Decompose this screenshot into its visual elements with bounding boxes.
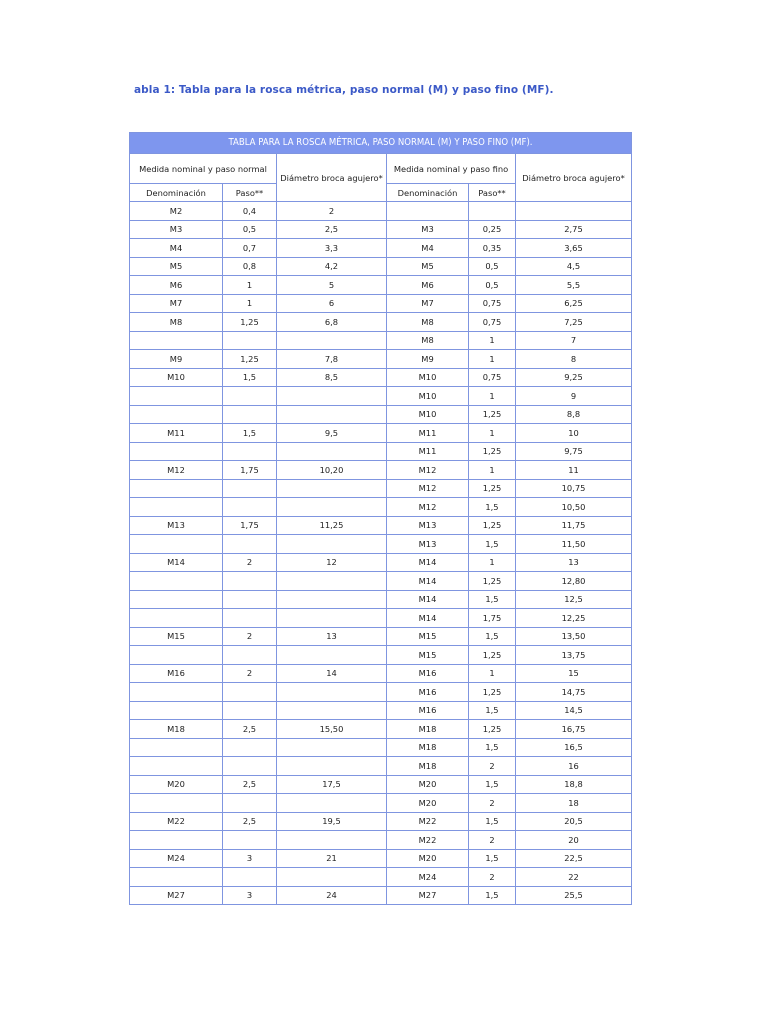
cell-denominacion-normal	[130, 646, 223, 665]
cell-broca-fine: 10,75	[516, 479, 632, 498]
cell-paso-normal: 1,5	[223, 368, 277, 387]
cell-paso-fine: 0,5	[469, 276, 516, 295]
cell-broca-fine: 12,25	[516, 609, 632, 628]
cell-denominacion-fine: M3	[387, 220, 469, 239]
cell-denominacion-normal	[130, 331, 223, 350]
cell-broca-normal: 17,5	[277, 775, 387, 794]
cell-denominacion-normal: M14	[130, 553, 223, 572]
cell-broca-normal: 19,5	[277, 812, 387, 831]
header-paso-normal: Paso**	[223, 184, 277, 202]
cell-broca-normal: 14	[277, 664, 387, 683]
table-row	[130, 664, 632, 683]
cell-denominacion-normal	[130, 405, 223, 424]
cell-broca-fine: 14,75	[516, 683, 632, 702]
cell-denominacion-fine: M5	[387, 257, 469, 276]
cell-denominacion-fine: M7	[387, 294, 469, 313]
table-row	[130, 572, 632, 591]
cell-paso-normal: 1,25	[223, 313, 277, 332]
cell-broca-normal: 2	[277, 202, 387, 221]
cell-paso-fine: 1,25	[469, 572, 516, 591]
cell-broca-fine: 6,25	[516, 294, 632, 313]
cell-denominacion-fine: M18	[387, 720, 469, 739]
cell-paso-fine: 1,75	[469, 609, 516, 628]
cell-paso-fine: 1,25	[469, 516, 516, 535]
cell-paso-fine: 0,25	[469, 220, 516, 239]
table-row	[130, 757, 632, 776]
cell-denominacion-normal: M7	[130, 294, 223, 313]
cell-paso-fine: 1	[469, 424, 516, 443]
table-row	[130, 646, 632, 665]
cell-denominacion-normal	[130, 794, 223, 813]
cell-broca-normal: 24	[277, 886, 387, 905]
cell-denominacion-normal: M4	[130, 239, 223, 258]
cell-broca-fine: 8	[516, 350, 632, 369]
table-row	[130, 609, 632, 628]
cell-denominacion-normal: M13	[130, 516, 223, 535]
cell-denominacion-fine: M12	[387, 479, 469, 498]
cell-denominacion-fine: M14	[387, 590, 469, 609]
header-denominacion-fine: Denominación	[387, 184, 469, 202]
cell-denominacion-normal	[130, 442, 223, 461]
cell-broca-fine	[516, 202, 632, 221]
cell-broca-normal	[277, 331, 387, 350]
cell-denominacion-normal: M12	[130, 461, 223, 480]
cell-broca-normal: 7,8	[277, 350, 387, 369]
cell-broca-normal	[277, 590, 387, 609]
cell-denominacion-fine: M13	[387, 516, 469, 535]
cell-denominacion-normal: M3	[130, 220, 223, 239]
cell-broca-normal	[277, 738, 387, 757]
table-row	[130, 812, 632, 831]
cell-paso-normal	[223, 405, 277, 424]
cell-broca-normal: 11,25	[277, 516, 387, 535]
cell-broca-fine: 9	[516, 387, 632, 406]
cell-denominacion-fine: M6	[387, 276, 469, 295]
cell-broca-fine: 13,75	[516, 646, 632, 665]
cell-paso-normal: 2	[223, 664, 277, 683]
table-row	[130, 294, 632, 313]
cell-broca-normal	[277, 609, 387, 628]
cell-denominacion-normal	[130, 479, 223, 498]
cell-paso-normal	[223, 572, 277, 591]
cell-denominacion-normal	[130, 609, 223, 628]
cell-paso-fine: 1,25	[469, 405, 516, 424]
cell-denominacion-normal: M10	[130, 368, 223, 387]
cell-denominacion-normal: M2	[130, 202, 223, 221]
cell-paso-fine: 1,25	[469, 646, 516, 665]
cell-denominacion-normal	[130, 590, 223, 609]
cell-paso-normal: 1	[223, 276, 277, 295]
cell-denominacion-fine: M4	[387, 239, 469, 258]
cell-broca-fine: 12,5	[516, 590, 632, 609]
cell-denominacion-normal: M18	[130, 720, 223, 739]
cell-denominacion-normal	[130, 387, 223, 406]
table-row	[130, 627, 632, 646]
cell-paso-fine: 0,75	[469, 368, 516, 387]
cell-paso-fine: 1	[469, 553, 516, 572]
cell-denominacion-fine: M10	[387, 387, 469, 406]
cell-denominacion-fine	[387, 202, 469, 221]
cell-paso-fine: 2	[469, 868, 516, 887]
table-row	[130, 220, 632, 239]
cell-paso-fine: 2	[469, 757, 516, 776]
cell-broca-normal: 2,5	[277, 220, 387, 239]
table-row	[130, 683, 632, 702]
cell-denominacion-fine: M15	[387, 646, 469, 665]
cell-paso-fine: 1,25	[469, 479, 516, 498]
cell-denominacion-normal: M5	[130, 257, 223, 276]
cell-paso-normal	[223, 331, 277, 350]
cell-denominacion-normal: M27	[130, 886, 223, 905]
cell-denominacion-fine: M9	[387, 350, 469, 369]
cell-broca-normal: 9,5	[277, 424, 387, 443]
cell-broca-fine: 7,25	[516, 313, 632, 332]
cell-denominacion-fine: M14	[387, 609, 469, 628]
cell-denominacion-fine: M22	[387, 812, 469, 831]
cell-denominacion-fine: M12	[387, 498, 469, 517]
cell-paso-fine: 1,5	[469, 535, 516, 554]
cell-denominacion-normal: M20	[130, 775, 223, 794]
table-caption: abla 1: Tabla para la rosca métrica, paso normal (M) y paso fino (MF).	[134, 84, 554, 96]
cell-broca-normal: 21	[277, 849, 387, 868]
cell-paso-fine: 2	[469, 794, 516, 813]
cell-paso-normal: 0,7	[223, 239, 277, 258]
cell-denominacion-normal: M8	[130, 313, 223, 332]
cell-paso-normal	[223, 479, 277, 498]
cell-denominacion-fine: M8	[387, 331, 469, 350]
cell-denominacion-fine: M18	[387, 757, 469, 776]
cell-broca-fine: 9,75	[516, 442, 632, 461]
cell-broca-fine: 4,5	[516, 257, 632, 276]
cell-broca-fine: 18,8	[516, 775, 632, 794]
cell-denominacion-fine: M10	[387, 405, 469, 424]
cell-paso-normal	[223, 498, 277, 517]
cell-paso-fine: 0,5	[469, 257, 516, 276]
table-row	[130, 313, 632, 332]
cell-denominacion-normal: M22	[130, 812, 223, 831]
cell-paso-normal	[223, 738, 277, 757]
cell-broca-normal	[277, 535, 387, 554]
cell-denominacion-fine: M11	[387, 442, 469, 461]
cell-paso-fine: 1,5	[469, 701, 516, 720]
cell-broca-normal	[277, 701, 387, 720]
cell-paso-fine: 1	[469, 331, 516, 350]
cell-paso-normal	[223, 590, 277, 609]
cell-broca-fine: 14,5	[516, 701, 632, 720]
cell-broca-fine: 22	[516, 868, 632, 887]
cell-broca-fine: 3,65	[516, 239, 632, 258]
cell-paso-normal: 2	[223, 553, 277, 572]
cell-denominacion-fine: M8	[387, 313, 469, 332]
cell-broca-fine: 5,5	[516, 276, 632, 295]
cell-denominacion-fine: M10	[387, 368, 469, 387]
cell-broca-fine: 15	[516, 664, 632, 683]
cell-broca-normal	[277, 646, 387, 665]
cell-broca-normal	[277, 794, 387, 813]
cell-denominacion-fine: M13	[387, 535, 469, 554]
table-body	[130, 202, 632, 905]
table-row	[130, 720, 632, 739]
cell-paso-normal: 2	[223, 627, 277, 646]
cell-broca-normal	[277, 757, 387, 776]
cell-paso-normal: 1,25	[223, 350, 277, 369]
header-normal-drill: Diámetro broca agujero*	[277, 154, 387, 202]
cell-broca-normal: 12	[277, 553, 387, 572]
cell-paso-fine: 2	[469, 831, 516, 850]
cell-paso-normal	[223, 757, 277, 776]
cell-denominacion-fine: M14	[387, 572, 469, 591]
cell-paso-normal: 1,5	[223, 424, 277, 443]
cell-broca-normal	[277, 868, 387, 887]
cell-paso-normal	[223, 609, 277, 628]
table-row	[130, 257, 632, 276]
cell-broca-fine: 10,50	[516, 498, 632, 517]
cell-paso-normal: 0,4	[223, 202, 277, 221]
cell-denominacion-fine: M16	[387, 683, 469, 702]
cell-broca-fine: 12,80	[516, 572, 632, 591]
table-row	[130, 535, 632, 554]
table-row	[130, 202, 632, 221]
cell-broca-normal: 3,3	[277, 239, 387, 258]
cell-broca-fine: 22,5	[516, 849, 632, 868]
cell-paso-fine: 1,5	[469, 886, 516, 905]
cell-broca-fine: 8,8	[516, 405, 632, 424]
cell-denominacion-fine: M12	[387, 461, 469, 480]
cell-paso-fine: 1,5	[469, 590, 516, 609]
cell-paso-fine	[469, 202, 516, 221]
table-row	[130, 553, 632, 572]
table-row	[130, 498, 632, 517]
cell-denominacion-fine: M22	[387, 831, 469, 850]
cell-broca-fine: 16,75	[516, 720, 632, 739]
table-row	[130, 738, 632, 757]
cell-broca-fine: 20,5	[516, 812, 632, 831]
cell-paso-normal: 1	[223, 294, 277, 313]
cell-denominacion-normal: M11	[130, 424, 223, 443]
cell-paso-normal: 0,5	[223, 220, 277, 239]
cell-denominacion-normal: M16	[130, 664, 223, 683]
cell-paso-normal: 0,8	[223, 257, 277, 276]
cell-paso-normal	[223, 442, 277, 461]
cell-paso-fine: 1,25	[469, 720, 516, 739]
cell-broca-fine: 16	[516, 757, 632, 776]
table-row	[130, 368, 632, 387]
cell-broca-normal	[277, 387, 387, 406]
cell-broca-normal: 10,20	[277, 461, 387, 480]
cell-broca-normal: 4,2	[277, 257, 387, 276]
cell-broca-normal: 8,5	[277, 368, 387, 387]
header-normal-group: Medida nominal y paso normal	[130, 154, 277, 184]
cell-paso-normal: 2,5	[223, 812, 277, 831]
cell-paso-fine: 1,25	[469, 683, 516, 702]
cell-denominacion-normal	[130, 535, 223, 554]
cell-paso-normal	[223, 868, 277, 887]
cell-broca-fine: 25,5	[516, 886, 632, 905]
table-row	[130, 868, 632, 887]
cell-paso-normal	[223, 701, 277, 720]
cell-paso-normal	[223, 646, 277, 665]
cell-paso-fine: 1	[469, 664, 516, 683]
cell-denominacion-fine: M14	[387, 553, 469, 572]
cell-denominacion-fine: M20	[387, 775, 469, 794]
cell-denominacion-normal: M15	[130, 627, 223, 646]
cell-denominacion-normal	[130, 498, 223, 517]
cell-broca-normal	[277, 405, 387, 424]
cell-paso-fine: 1,25	[469, 442, 516, 461]
cell-denominacion-normal: M9	[130, 350, 223, 369]
cell-denominacion-fine: M27	[387, 886, 469, 905]
cell-denominacion-fine: M16	[387, 701, 469, 720]
header-paso-fine: Paso**	[469, 184, 516, 202]
cell-paso-fine: 1,5	[469, 812, 516, 831]
table-row	[130, 350, 632, 369]
header-fine-drill: Diámetro broca agujero*	[516, 154, 632, 202]
cell-broca-normal: 5	[277, 276, 387, 295]
cell-denominacion-normal	[130, 738, 223, 757]
cell-paso-fine: 1	[469, 387, 516, 406]
cell-broca-normal	[277, 831, 387, 850]
cell-denominacion-normal	[130, 868, 223, 887]
cell-broca-normal	[277, 498, 387, 517]
table-row	[130, 331, 632, 350]
cell-broca-fine: 10	[516, 424, 632, 443]
cell-paso-fine: 1,5	[469, 738, 516, 757]
table-row	[130, 849, 632, 868]
cell-denominacion-normal	[130, 572, 223, 591]
cell-broca-fine: 11,75	[516, 516, 632, 535]
cell-paso-normal	[223, 535, 277, 554]
cell-broca-normal	[277, 442, 387, 461]
cell-denominacion-fine: M24	[387, 868, 469, 887]
table-row	[130, 701, 632, 720]
table-row	[130, 479, 632, 498]
cell-paso-normal	[223, 387, 277, 406]
cell-broca-fine: 13,50	[516, 627, 632, 646]
table-row	[130, 794, 632, 813]
cell-broca-fine: 7	[516, 331, 632, 350]
cell-broca-normal	[277, 683, 387, 702]
table-row	[130, 461, 632, 480]
table-row	[130, 239, 632, 258]
cell-paso-fine: 0,75	[469, 294, 516, 313]
table-row	[130, 886, 632, 905]
cell-paso-normal: 2,5	[223, 775, 277, 794]
table-row	[130, 590, 632, 609]
cell-denominacion-normal	[130, 683, 223, 702]
cell-paso-normal: 1,75	[223, 461, 277, 480]
cell-paso-normal: 3	[223, 849, 277, 868]
header-denominacion-normal: Denominación	[130, 184, 223, 202]
cell-broca-fine: 11	[516, 461, 632, 480]
cell-paso-fine: 1	[469, 350, 516, 369]
cell-denominacion-fine: M20	[387, 849, 469, 868]
cell-paso-fine: 1,5	[469, 849, 516, 868]
cell-broca-normal: 6,8	[277, 313, 387, 332]
cell-paso-fine: 0,35	[469, 239, 516, 258]
table-row	[130, 387, 632, 406]
table-row	[130, 405, 632, 424]
table-row	[130, 276, 632, 295]
cell-paso-normal	[223, 683, 277, 702]
cell-paso-normal	[223, 794, 277, 813]
cell-paso-normal: 1,75	[223, 516, 277, 535]
table-row	[130, 775, 632, 794]
cell-broca-fine: 13	[516, 553, 632, 572]
cell-paso-fine: 0,75	[469, 313, 516, 332]
cell-broca-fine: 18	[516, 794, 632, 813]
cell-broca-fine: 16,5	[516, 738, 632, 757]
cell-paso-fine: 1	[469, 461, 516, 480]
cell-denominacion-fine: M16	[387, 664, 469, 683]
table-row	[130, 442, 632, 461]
cell-denominacion-normal: M24	[130, 849, 223, 868]
table-title: TABLA PARA LA ROSCA MÉTRICA, PASO NORMAL (M) Y PASO FINO (MF).	[130, 133, 632, 154]
cell-broca-normal: 15,50	[277, 720, 387, 739]
cell-broca-fine: 2,75	[516, 220, 632, 239]
cell-paso-fine: 1,5	[469, 627, 516, 646]
cell-broca-fine: 9,25	[516, 368, 632, 387]
cell-denominacion-fine: M11	[387, 424, 469, 443]
cell-broca-normal: 6	[277, 294, 387, 313]
table-row	[130, 424, 632, 443]
cell-denominacion-normal	[130, 701, 223, 720]
cell-broca-normal: 13	[277, 627, 387, 646]
cell-broca-fine: 11,50	[516, 535, 632, 554]
header-fine-group: Medida nominal y paso fino	[387, 154, 516, 184]
cell-broca-normal	[277, 479, 387, 498]
cell-paso-fine: 1,5	[469, 498, 516, 517]
cell-paso-normal: 2,5	[223, 720, 277, 739]
table-row	[130, 516, 632, 535]
cell-paso-fine: 1,5	[469, 775, 516, 794]
cell-paso-normal: 3	[223, 886, 277, 905]
cell-denominacion-fine: M20	[387, 794, 469, 813]
cell-denominacion-normal	[130, 831, 223, 850]
cell-denominacion-fine: M15	[387, 627, 469, 646]
cell-denominacion-normal	[130, 757, 223, 776]
cell-paso-normal	[223, 831, 277, 850]
cell-broca-fine: 20	[516, 831, 632, 850]
thread-table	[129, 132, 632, 905]
cell-denominacion-fine: M18	[387, 738, 469, 757]
cell-broca-normal	[277, 572, 387, 591]
table-row	[130, 831, 632, 850]
cell-denominacion-normal: M6	[130, 276, 223, 295]
